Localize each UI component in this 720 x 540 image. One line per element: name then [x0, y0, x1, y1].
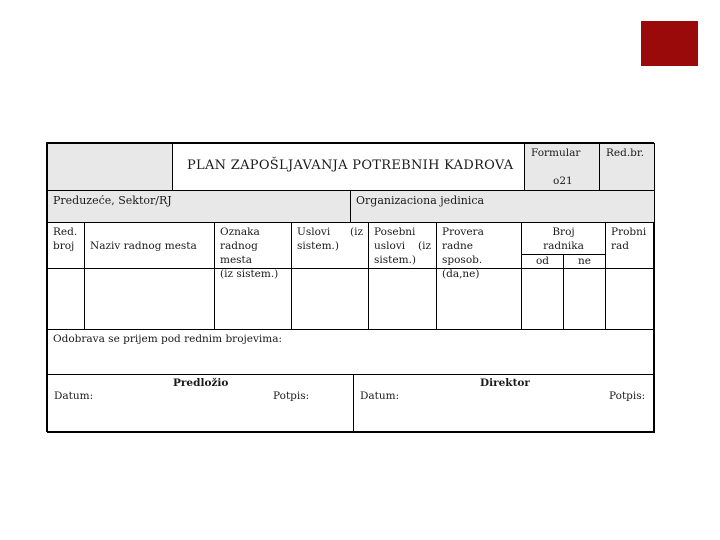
potpis-left-label: Potpis:: [273, 390, 310, 402]
data-cell-oznaka[interactable]: [214, 268, 292, 330]
formular-cell: [524, 143, 600, 191]
col-posebni-line1: Posebni: [374, 226, 416, 238]
col-red-broj-line2: broj: [53, 240, 75, 252]
data-cell-posebni[interactable]: [368, 268, 437, 330]
formular-code: o21: [553, 175, 573, 187]
col-naziv: Naziv radnog mesta: [84, 222, 215, 269]
data-cell-uslovi[interactable]: [291, 268, 369, 330]
col-oznaka-line1: Oznaka: [220, 226, 260, 238]
col-probni-line2: rad: [611, 240, 630, 252]
col-oznaka-line2: radnog mesta: [220, 240, 258, 266]
col-provera-line3: (da,ne): [442, 268, 480, 280]
col-provera-line2: radne sposob.: [442, 240, 483, 266]
col-uslovi-line1: Uslovi (iz: [297, 226, 363, 238]
col-broj-radnika-line1: Broj: [552, 226, 575, 238]
blank-header-cell: [47, 143, 173, 191]
data-cell-naziv[interactable]: [84, 268, 215, 330]
col-red-broj-line1: Red.: [53, 226, 78, 238]
odobrava-text: Odobrava se prijem pod rednim brojevima:: [47, 329, 655, 375]
col-probni-line1: Probni: [611, 226, 647, 238]
form-title: PLAN ZAPOŠLJAVANJA POTREBNIH KADROVA: [172, 143, 525, 191]
col-oznaka: [214, 222, 292, 280]
col-oznaka-line3: (iz sistem.): [220, 268, 279, 280]
redbr-label: Red.br.: [606, 147, 645, 159]
form-table: [46, 142, 654, 432]
preduzece-label: Preduzeće, Sektor/RJ: [47, 190, 351, 223]
col-broj-radnika-line2: radnika: [543, 240, 584, 252]
data-cell-od[interactable]: [521, 268, 564, 330]
org-jedinica-label: Organizaciona jedinica: [350, 190, 655, 223]
data-cell-probni[interactable]: [605, 268, 655, 330]
col-provera-line1: Provera: [442, 226, 484, 238]
col-broj-radnika: [521, 222, 606, 255]
data-cell-provera[interactable]: [436, 268, 522, 330]
col-posebni: [368, 222, 437, 269]
data-cell-ne[interactable]: [563, 268, 606, 330]
potpis-right-label: Potpis:: [609, 390, 646, 402]
col-uslovi: [291, 222, 369, 269]
formular-label: Formular: [531, 147, 581, 159]
col-posebni-line2: uslovi (iz: [374, 240, 431, 252]
col-uslovi-line2: sistem.): [297, 240, 339, 252]
accent-block: [641, 21, 698, 66]
col-ne: ne: [563, 254, 606, 269]
redbr-cell: [599, 143, 655, 191]
col-od: od: [521, 254, 564, 269]
col-posebni-line3: sistem.): [374, 254, 416, 266]
direktor-section: [353, 374, 655, 433]
datum-right-label: Datum:: [360, 390, 400, 402]
datum-left-label: Datum:: [54, 390, 94, 402]
col-probni: [605, 222, 655, 269]
predlozio-section: [47, 374, 354, 433]
col-red-broj: [47, 222, 85, 269]
data-cell-red-broj[interactable]: [47, 268, 85, 330]
predlozio-label: Predložio: [173, 377, 229, 389]
direktor-label: Direktor: [480, 377, 530, 389]
col-provera: [436, 222, 522, 280]
